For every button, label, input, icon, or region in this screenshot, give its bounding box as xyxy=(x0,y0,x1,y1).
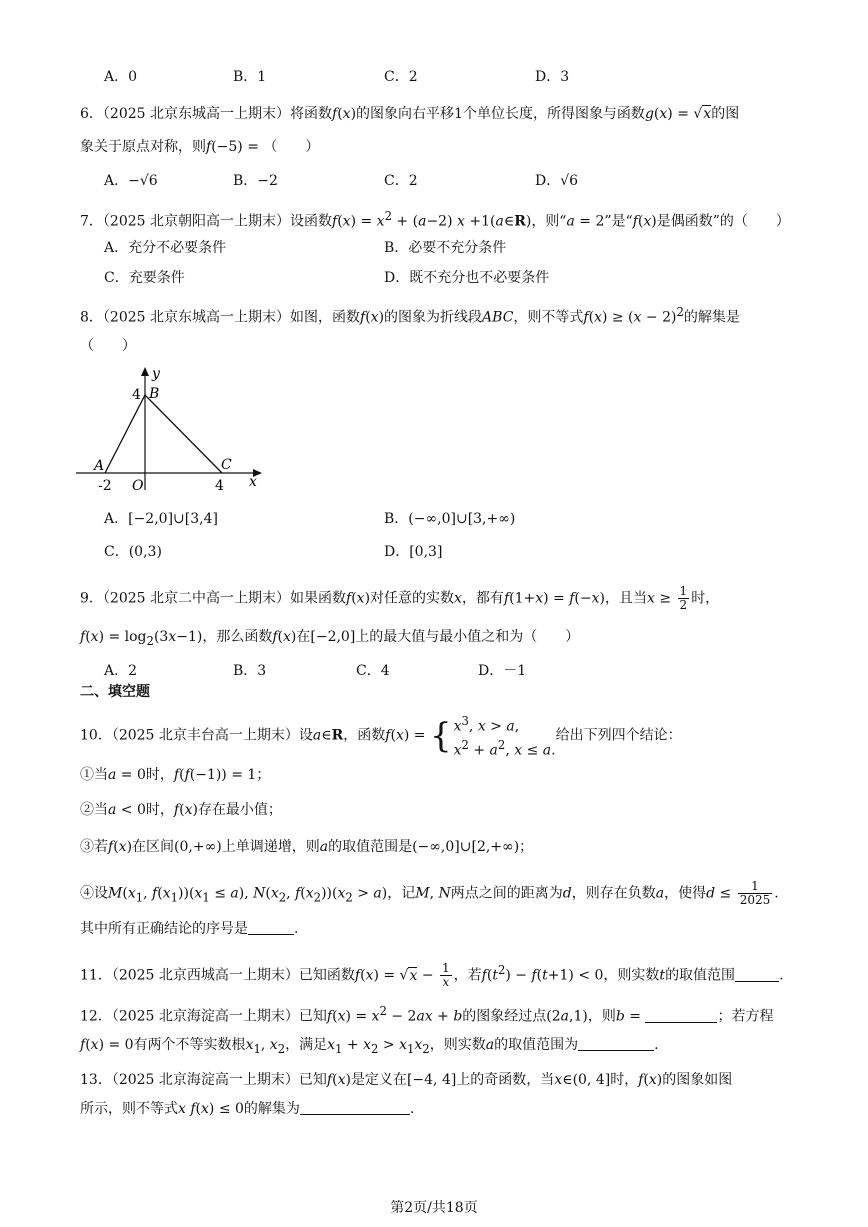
y-axis-arrow xyxy=(141,367,149,376)
q9-option-c: C．4 xyxy=(356,663,390,679)
tick-x4: 4 xyxy=(215,478,224,494)
q10-statement-1: ①当a = 0时，f(f(−1)) = 1； xyxy=(80,767,271,783)
q7-option-a: A．充分不必要条件 xyxy=(104,240,227,256)
q10-stem: 10．（2025 北京丰台高一上期末）设a∈R，函数f(x) = { $x^3$, x > a, $x^2 + a^2$, x ≤ a. 给出下列四个结论： xyxy=(80,714,682,759)
q12-stem-line2: f(x) = 0有两个不等实数根$x_1$, $x_2$，满足$x_1 + x_2 > x_1x_2$，则实数a的取值范围为 . xyxy=(80,1037,659,1056)
q5-option-d: D．3 xyxy=(535,69,570,85)
q10-ending: 其中所有正确结论的序号是 . xyxy=(80,921,299,937)
q6-option-d: D．√6 xyxy=(535,173,579,189)
q10-statement-2: ②当a < 0时，f(x)存在最小值； xyxy=(80,802,282,818)
q9-option-a: A．2 xyxy=(104,663,138,679)
q6-option-c: C．2 xyxy=(384,173,418,189)
q12-answer-blank-b[interactable] xyxy=(645,1008,717,1023)
label-a: A xyxy=(94,458,105,474)
q8-stem: 8．（2025 北京东城高一上期末）如图，函数f(x)的图象为折线段ABC，则不等式$f(x) \ge (x - 2)^2$的解集是 xyxy=(80,305,740,326)
q8-option-d: D．[0,3] xyxy=(384,544,443,560)
q9-stem-line2: $f(x) = \log_2(3x-1)$，那么函数f(x)在[−2,0]上的最大值与最小值之和为（ ） xyxy=(80,629,580,648)
q10-statement-3: ③若f(x)在区间(0,+∞)上单调递增，则a的取值范围是(−∞,0]∪[2,+∞)； xyxy=(80,839,534,855)
q9-option-b: B．3 xyxy=(233,663,267,679)
half-fraction: $\frac{1}{2}$ xyxy=(679,584,688,612)
q8-option-b: B．(−∞,0]∪[3,+∞) xyxy=(384,511,516,527)
q7-option-b: B．必要不充分条件 xyxy=(384,240,507,256)
label-y: y xyxy=(152,366,160,382)
section-title: 二、填空题 xyxy=(80,684,150,700)
q7-option-d: D．既不充分也不必要条件 xyxy=(384,270,550,286)
q8-graph xyxy=(72,362,272,497)
q9-option-d: D．－1 xyxy=(478,663,527,679)
tick-xm2: -2 xyxy=(98,478,112,494)
q5-option-c: C．2 xyxy=(384,69,418,85)
page-footer: 第2页/共18页 xyxy=(390,1200,478,1216)
q10-statement-4: ④设$M(x_1$, $f(x_1))(x_1 \le a)$, $N(x_2$, $f(x_2))(x_2 > a)$，记M, N两点之间的距离为d，则存在负数a，使得d ≤ $\frac{1}{2025}$ . xyxy=(80,879,779,907)
tick-y4: 4 xyxy=(132,387,141,403)
q8-paren: （ ） xyxy=(80,338,136,354)
q11-answer-blank[interactable] xyxy=(735,967,779,982)
q6-stem-line2: 象关于原点对称，则f(−5) = （ ） xyxy=(80,139,320,155)
q12-answer-blank-a[interactable] xyxy=(578,1036,654,1051)
q13-stem-line2: 所示，则不等式x f(x) ≤ 0的解集为 . xyxy=(80,1101,415,1117)
q6-option-a: A．−√6 xyxy=(104,173,158,189)
q6-option-b: B．−2 xyxy=(233,173,278,189)
label-x: x xyxy=(249,474,257,490)
q11-stem: 11．（2025 北京西城高一上期末）已知函数f(x) = √x − $\frac{1}{x}$ ，若$f(t^2) - f(t+1) < 0$，则实数t的取值范围 . xyxy=(80,961,784,990)
q13-answer-blank[interactable] xyxy=(300,1100,410,1115)
q5-option-b: B．1 xyxy=(233,69,267,85)
polyline-abc xyxy=(105,395,222,473)
q12-stem-line1: 12．（2025 北京海淀高一上期末）已知$f(x) = x^2 - 2ax + b$的图象经过点(2a,1)，则b = ；若方程 xyxy=(80,1004,774,1025)
q7-option-c: C．充要条件 xyxy=(104,270,185,286)
q10-answer-blank[interactable] xyxy=(248,920,294,935)
q6-stem-line1: 6．（2025 北京东城高一上期末）将函数f(x)的图象向右平移1个单位长度，所得图象与函数g(x) = √x的图 xyxy=(80,106,740,122)
q8-option-a: A．[−2,0]∪[3,4] xyxy=(104,511,218,527)
label-b: B xyxy=(149,386,160,402)
q7-stem: 7．（2025 北京朝阳高一上期末）设函数$f(x) = x^2 + (a-2)$ x +1(a∈R)，则“a = 2”是“f(x)是偶函数”的（ ） xyxy=(80,209,790,230)
q9-stem-line1: 9．（2025 北京二中高一上期末）如果函数f(x)对任意的实数x，都有f(1+x) = f(−x)，且当x ≥ $\frac{1}{2}$ 时， xyxy=(80,584,720,612)
q8-option-c: C．(0,3) xyxy=(104,544,162,560)
fraction-1-2025: $\frac{1}{2025}$ xyxy=(739,879,771,907)
label-c: C xyxy=(221,457,232,473)
q13-stem-line1: 13．（2025 北京海淀高一上期末）已知f(x)是定义在[−4, 4]上的奇函数，当x∈(0, 4]时，f(x)的图象如图 xyxy=(80,1072,733,1088)
q5-option-a: A．0 xyxy=(104,69,138,85)
label-o: O xyxy=(132,478,144,494)
